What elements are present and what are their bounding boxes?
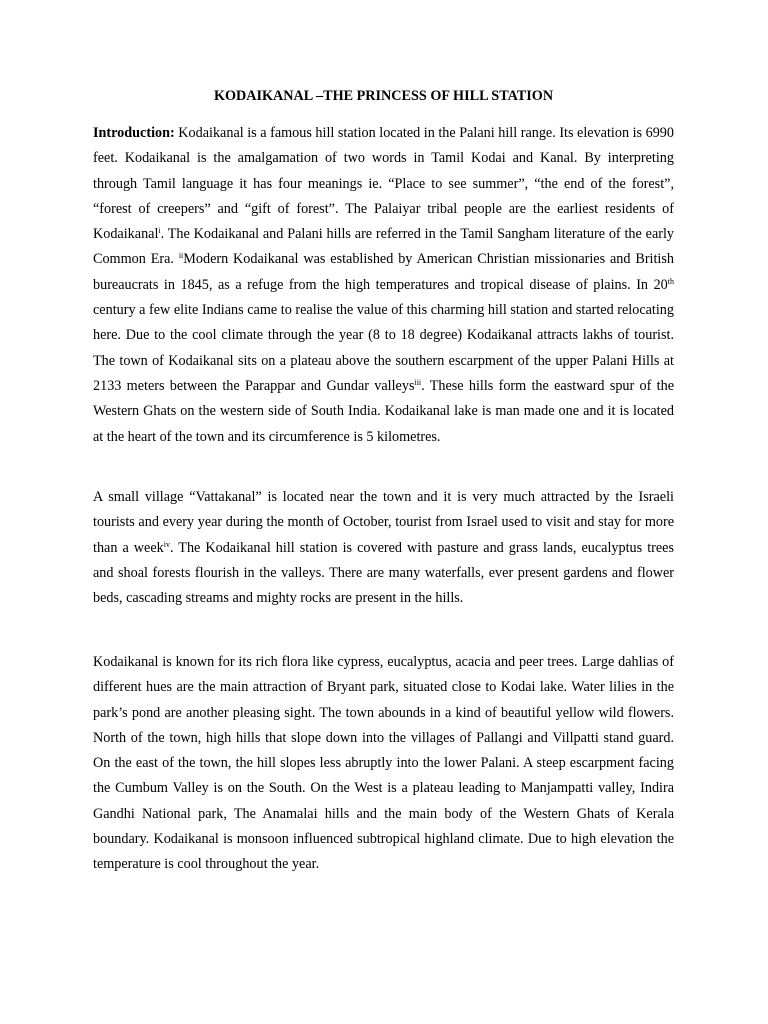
introduction-label: Introduction: [93,125,175,141]
endnote-ref-4[interactable]: iv [163,539,170,549]
endnote-ref-3[interactable]: iii [414,377,422,387]
paragraph-text: Modern Kodaikanal was established by American Christian missionaries and British bureaucrats in 1845, as a refuge from the high temperatures and tropical disease of plains. In 20 [93,251,674,293]
paragraph-text: . The Kodaikanal hill station is covered with pasture and grass lands, eucalyptus trees and shoal forests flourish in the valleys. There are many waterfalls, ever present gardens and flower beds, cascading streams and mighty rocks are present in the hills. [93,539,674,607]
vattakanal-paragraph [93,485,674,611]
paragraph-text: century a few elite Indians came to realise the value of this charming hill station and started relocating here. Due to the cool climate through the year (8 to 18 degree) Kodaikanal attracts lakhs of tourist. The town of Kodaikanal sits on a plateau above the southern escarpment of the upper Palani Hills at 2133 meters between the Parappar and Gundar valleys [93,302,674,394]
paragraph-text: Kodaikanal is a famous hill station located in the Palani hill range. Its elevation is 6990 feet. Kodaikanal is the amalgamation of two words in Tamil Kodai and Kanal. By interpreting through Tamil language it has four meanings ie. “Place to see summer”, “the end of the forest”, “forest of creepers” and “gift of forest”. The Palaiyar tribal people are the earliest residents of Kodaikanal [93,125,674,243]
flora-paragraph: Kodaikanal is known for its rich flora like cypress, eucalyptus, acacia and peer trees. Large dahlias of different hues are the main attraction of Bryant park, situated close to Kodai lake. Water lilies in the park’s pond are another pleasing sight. The town abounds in a kind of beautiful yellow wild flowers. North of the town, high hills that slope down into the villages of Pallangi and Villpatti stand guard. On the east of the town, the hill slopes less abruptly into the lower Palani. A steep escarpment facing the Cumbum Valley is on the South. On the West is a plateau leading to Manjampatti valley, Indira Gandhi National park, The Anamalai hills and the main body of the Western Ghats of Kerala boundary. Kodaikanal is monsoon influenced subtropical highland climate. Due to high elevation the temperature is cool throughout the year. [93,654,674,873]
paragraph-text: . These hills form the eastward spur of the Western Ghats on the western side of South India. Kodaikanal lake is man made one and it is located at the heart of the town and its circumference is 5 kilometres. [93,377,674,445]
introduction-paragraph [93,121,674,450]
paragraph-text: . The Kodaikanal and Palani hills are referred in the Tamil Sangham literature of the early Common Era. [93,226,674,268]
ordinal-suffix: th [667,276,674,286]
endnote-ref-2[interactable]: ii [178,251,184,261]
endnote-ref-1[interactable]: i [158,226,161,236]
page-title: KODAIKANAL –THE PRINCESS OF HILL STATION [213,88,554,104]
paragraph-text: A small village “Vattakanal” is located near the town and it is very much attracted by the Israeli tourists and every year during the month of October, tourist from Israel used to visit and stay for more than a week [93,489,674,556]
